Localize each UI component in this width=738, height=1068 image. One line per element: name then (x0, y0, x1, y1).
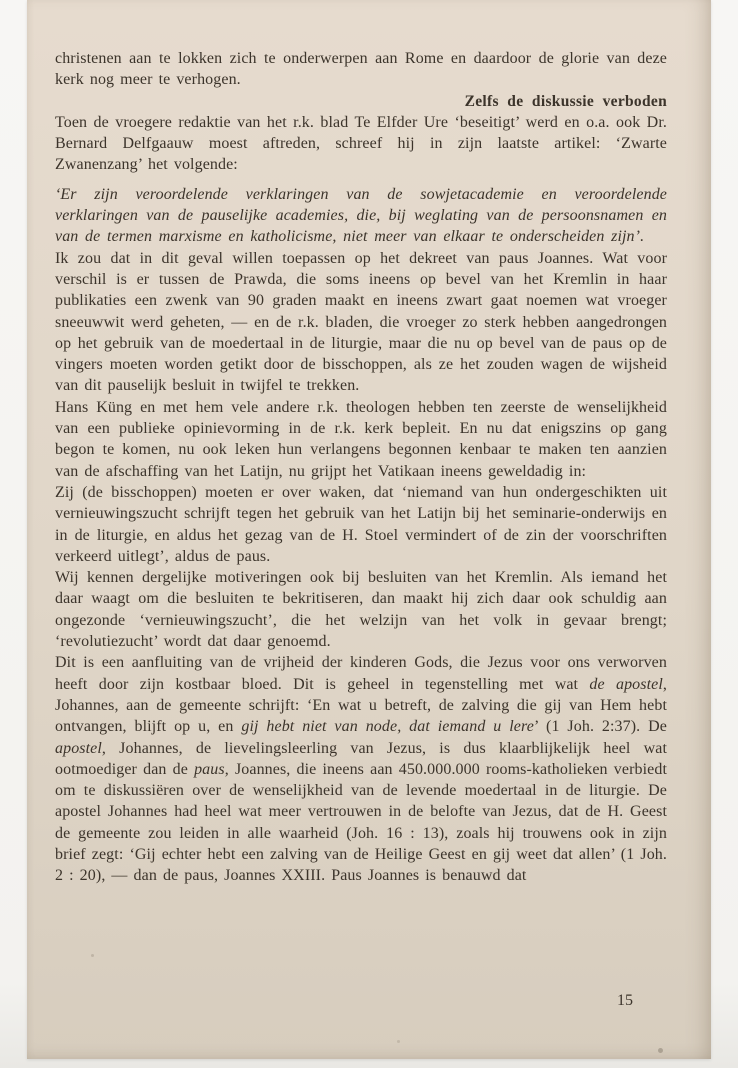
italic-segment: gij hebt niet van node, dat iemand u lere (241, 718, 534, 736)
page-text (55, 48, 667, 887)
para-kremlin (55, 567, 667, 652)
text-segment: Wij kennen dergelijke motiveringen ook bij besluiten van het Kremlin. Als iemand het daar waagt om die besluiten te bekritiseren, dan maakt hij zich daar ook schuldig aan ongezonde ‘vernieuwingszucht’, die het welzijn van het volk in gevaar brengt; ‘revolutiezucht’ wordt dat daar genoemd. (55, 569, 667, 651)
text-segment: Zij (de bisschoppen) moeten er over waken, dat ‘niemand van hun ondergeschikten uit vernieuwingszucht schrijft tegen het gebruik van het Latijn bij het seminarie-onderwijs en in de liturgie, en aldus het gezag van de H. Stoel vermindert of de zin der voorschriften verkeerd uitlegt’, aldus de paus. (55, 483, 667, 565)
para-bisschoppen (55, 482, 667, 567)
italic-segment: paus (194, 760, 225, 778)
text-segment: Dit is een aanfluiting van de vrijheid der kinderen Gods, die Jezus voor ons verworven heeft door zijn kostbaar bloed. Dit is geheel in tegenstelling met wat (55, 654, 667, 693)
para-quote (55, 184, 667, 248)
para-intro (55, 112, 667, 176)
para-prawda (55, 248, 667, 397)
text-segment: , Joannes, die ineens aan 450.000.000 rooms-katholieken verbiedt om te diskussiëren over de wenselijkheid van de levende moedertaal in de liturgie. De apostel Johannes had heel wat meer vertrouwen in de belofte van Jezus, dat de H. Geest de gemeente zou leiden in alle waarheid (Joh. 16 : 13), zoals hij trouwens ook in zijn brief zegt: ‘Gij echter hebt een zalving van de Heilige Geest en gij weet dat allen’ (1 Joh. 2 : 20), — dan de paus, Joannes XXIII. Paus Joannes is benauwd dat (55, 760, 668, 885)
text-segment: , Johannes, aan de gemeente schrijft: ‘En wat u betreft, de zalving die gij van Hem hebt ontvangen, blijft op u, en (55, 675, 667, 736)
italic-segment: ‘Er zijn veroordelende verklaringen van de sowjetacademie en veroordelende verklaringen van de pauselijke academies, die, bij weglating van de persoonsnamen en van de termen marxisme en katholicisme, niet meer van elkaar te onderscheiden zijn’. (55, 185, 667, 246)
para-continuation (55, 48, 667, 91)
para-apostel (55, 652, 667, 886)
italic-segment: apostel (55, 739, 102, 757)
section-heading (55, 91, 667, 112)
text-segment: , Johannes, de lievelingsleerling van Jezus, is dus klaarblijkelijk heel wat ootmoediger dan de (55, 739, 667, 778)
text-segment: Toen de vroegere redaktie van het r.k. blad Te Elfder Ure ‘beseitigt’ werd en o.a. ook Dr. Bernard Delfgaauw moest aftreden, schreef hij in zijn laatste artikel: ‘Zwarte Zwanenzang’ het volgende: (55, 113, 667, 174)
text-segment: Ik zou dat in dit geval willen toepassen op het dekreet van paus Joannes. Wat voor verschil is er tussen de Prawda, die soms ineens op bevel van het Kremlin in haar publikaties een zwenk van 90 graden maakt en ineens zwart gaat noemen wat vroeger sneeuwwit werd geheten, — en de r.k. bladen, die vroeger zo sterk hebben aangedrongen op het gebruik van de moedertaal in de liturgie, maar die nu op bevel van de paus op de vingers moeten worden getikt door de bisschoppen, als ze het zouden wagen de wijsheid van dit pauselijk besluit in twijfel te trekken. (55, 249, 667, 395)
text-segment: Hans Küng en met hem vele andere r.k. theologen hebben ten zeerste de wenselijkheid van een publieke opinievorming in de r.k. kerk bepleit. En nu dat enigszins op gang begon te komen, nu ook leken hun verlangens begonnen kenbaar te maken ten aanzien van de afschaffing van het Latijn, nu grijpt het Vatikaan ineens geweldadig in: (55, 398, 667, 480)
text-segment: ’ (1 Joh. 2:37). De (533, 718, 667, 736)
page-number: 15 (617, 992, 633, 1009)
text-segment: christenen aan te lokken zich te onderwerpen aan Rome en daardoor de glorie van deze kerk nog meer te verhogen. (55, 50, 667, 89)
para-kung (55, 397, 667, 482)
text-segment: Zelfs de diskussie verboden (464, 92, 667, 110)
book-page (27, 0, 711, 1059)
italic-segment: de apostel (589, 675, 663, 693)
